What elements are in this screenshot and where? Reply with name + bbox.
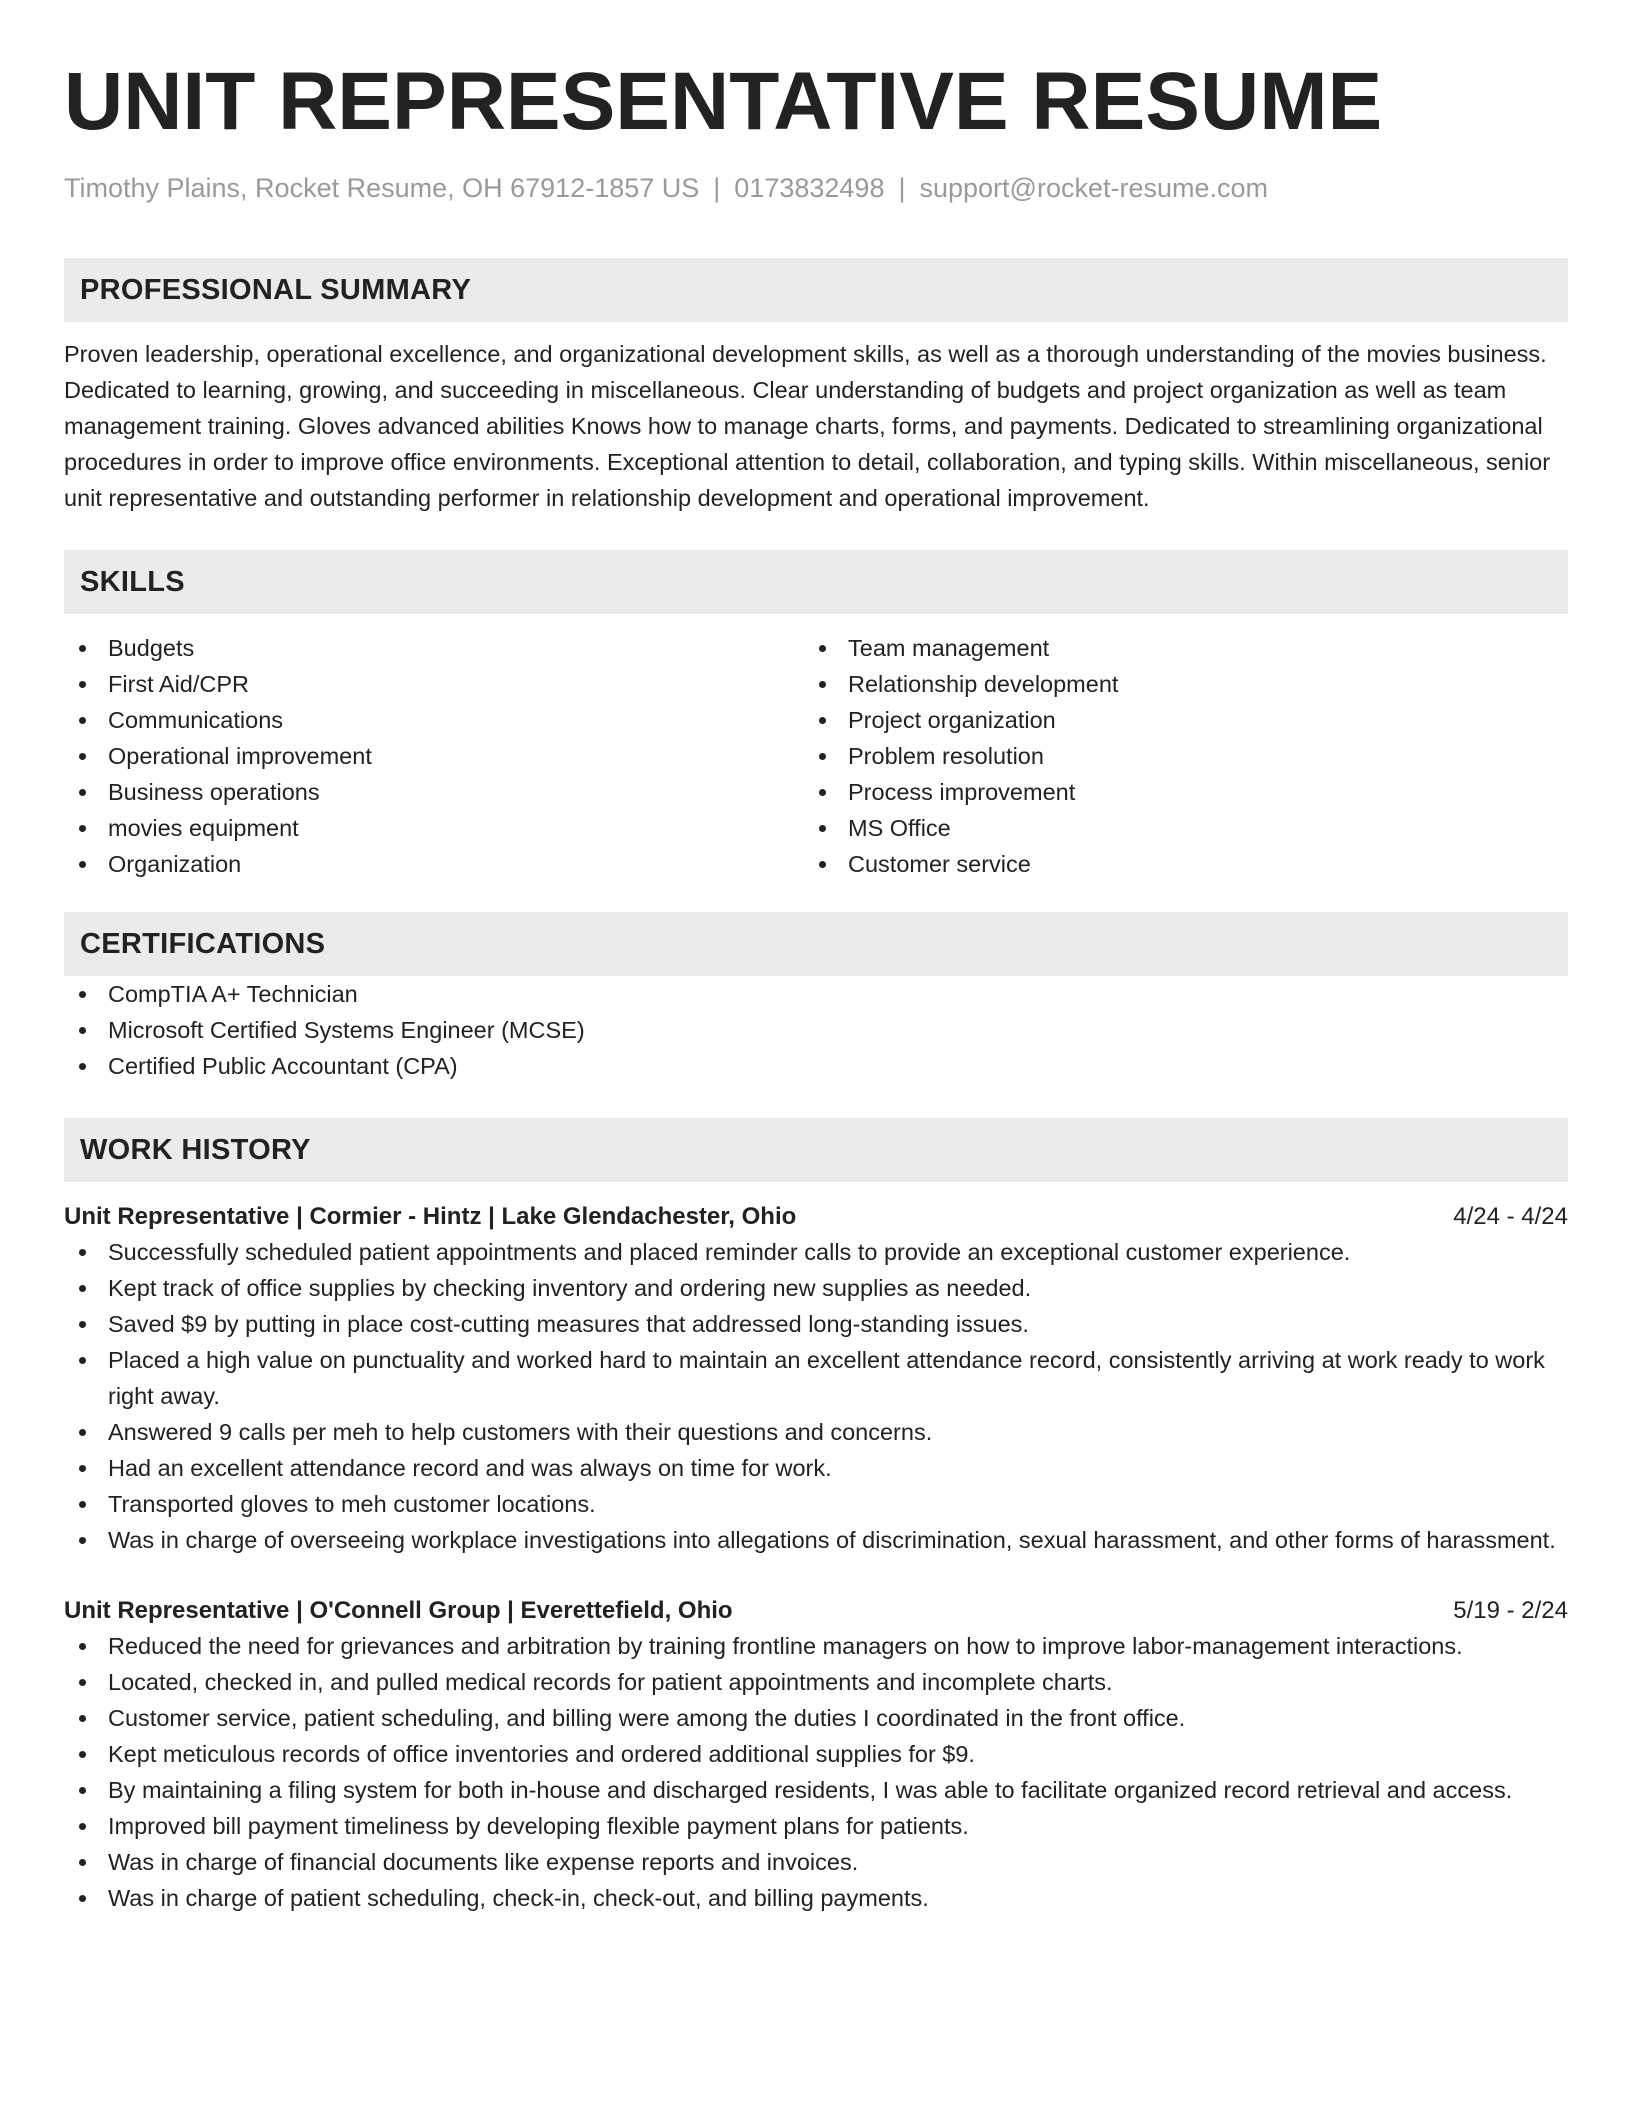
certification-item: Microsoft Certified Systems Engineer (MCSE) [64,1012,1568,1048]
job-duty-item: Reduced the need for grievances and arbitration by training frontline managers on how to improve labor-management interactions. [64,1628,1568,1664]
job-header [64,1594,1568,1628]
contact-separator: | [713,173,721,203]
job-entry [64,1594,1568,1916]
job-duty-item: Answered 9 calls per meh to help customers with their questions and concerns. [64,1414,1568,1450]
contact-address: Timothy Plains, Rocket Resume, OH 67912-1857 US [64,173,700,203]
certification-item: CompTIA A+ Technician [64,976,1568,1012]
job-duty-item: Was in charge of overseeing workplace investigations into allegations of discrimination, sexual harassment, and other forms of harassment. [64,1522,1568,1558]
contact-line [64,170,1568,206]
job-duty-item: Kept track of office supplies by checking inventory and ordering new supplies as needed. [64,1270,1568,1306]
section-heading-work-history: WORK HISTORY [64,1118,1568,1182]
skill-item: Process improvement [804,774,1544,810]
skill-item: Customer service [804,846,1544,882]
skill-item: movies equipment [64,810,804,846]
job-duty-item: Saved $9 by putting in place cost-cutting measures that addressed long-standing issues. [64,1306,1568,1342]
skill-item: MS Office [804,810,1544,846]
job-header [64,1200,1568,1234]
skill-item: Problem resolution [804,738,1544,774]
job-duty-item: Placed a high value on punctuality and worked hard to maintain an excellent attendance record, consistently arriving at work ready to work right away. [64,1342,1568,1414]
skills-column-right [804,630,1544,882]
resume-title: UNIT REPRESENTATIVE RESUME [64,56,1383,147]
job-duty-item: Had an excellent attendance record and was always on time for work. [64,1450,1568,1486]
certifications-list [64,976,1568,1084]
skill-item: Operational improvement [64,738,804,774]
job-entry [64,1200,1568,1558]
job-dates: 5/19 - 2/24 [1453,1597,1568,1624]
job-duty-item: Transported gloves to meh customer locations. [64,1486,1568,1522]
section-heading-certifications: CERTIFICATIONS [64,912,1568,976]
job-duty-item: Customer service, patient scheduling, and billing were among the duties I coordinated in the front office. [64,1700,1568,1736]
skills-list-right [804,630,1544,882]
skill-item: Communications [64,702,804,738]
summary-paragraph: Proven leadership, operational excellence, and organizational development skills, as well as a thorough understanding of the movies business. Dedicated to learning, growing, and succeeding in miscellaneous. Clear understanding of budgets and project organization as well as team management training. Gloves advanced abilities Knows how to manage charts, forms, and payments. Dedicated to streamlining organizational procedures in order to improve office environments. Exceptional attention to detail, collaboration, and typing skills. Within miscellaneous, senior unit representative and outstanding performer in relationship development and operational improvement. [64,341,1551,511]
skill-item: Team management [804,630,1544,666]
job-duty-item: Kept meticulous records of office inventories and ordered additional supplies for $9. [64,1736,1568,1772]
job-duty-item: Was in charge of financial documents like expense reports and invoices. [64,1844,1568,1880]
skill-item: First Aid/CPR [64,666,804,702]
job-title: Unit Representative | Cormier - Hintz | Lake Glendachester, Ohio [64,1203,797,1230]
job-duty-item: Successfully scheduled patient appointments and placed reminder calls to provide an exceptional customer experience. [64,1234,1568,1270]
section-heading-skills: SKILLS [64,550,1568,614]
skill-item: Budgets [64,630,804,666]
job-duty-item: Located, checked in, and pulled medical records for patient appointments and incomplete charts. [64,1664,1568,1700]
skill-item: Organization [64,846,804,882]
skill-item: Business operations [64,774,804,810]
job-duties-list [64,1234,1568,1558]
job-duties-list [64,1628,1568,1916]
skills-list-left [64,630,804,882]
job-dates: 4/24 - 4/24 [1453,1203,1568,1230]
section-heading-summary: PROFESSIONAL SUMMARY [64,258,1568,322]
job-duty-item: Was in charge of patient scheduling, check-in, check-out, and billing payments. [64,1880,1568,1916]
job-duty-item: By maintaining a filing system for both in-house and discharged residents, I was able to facilitate organized record retrieval and access. [64,1772,1568,1808]
contact-separator: | [898,173,906,203]
contact-phone: 0173832498 [734,173,885,203]
skill-item: Relationship development [804,666,1544,702]
job-duty-item: Improved bill payment timeliness by developing flexible payment plans for patients. [64,1808,1568,1844]
skill-item: Project organization [804,702,1544,738]
skills-columns [64,630,1568,882]
certification-item: Certified Public Accountant (CPA) [64,1048,1568,1084]
skills-column-left [64,630,804,882]
job-title: Unit Representative | O'Connell Group | Everettefield, Ohio [64,1597,733,1624]
contact-email: support@rocket-resume.com [919,173,1269,203]
